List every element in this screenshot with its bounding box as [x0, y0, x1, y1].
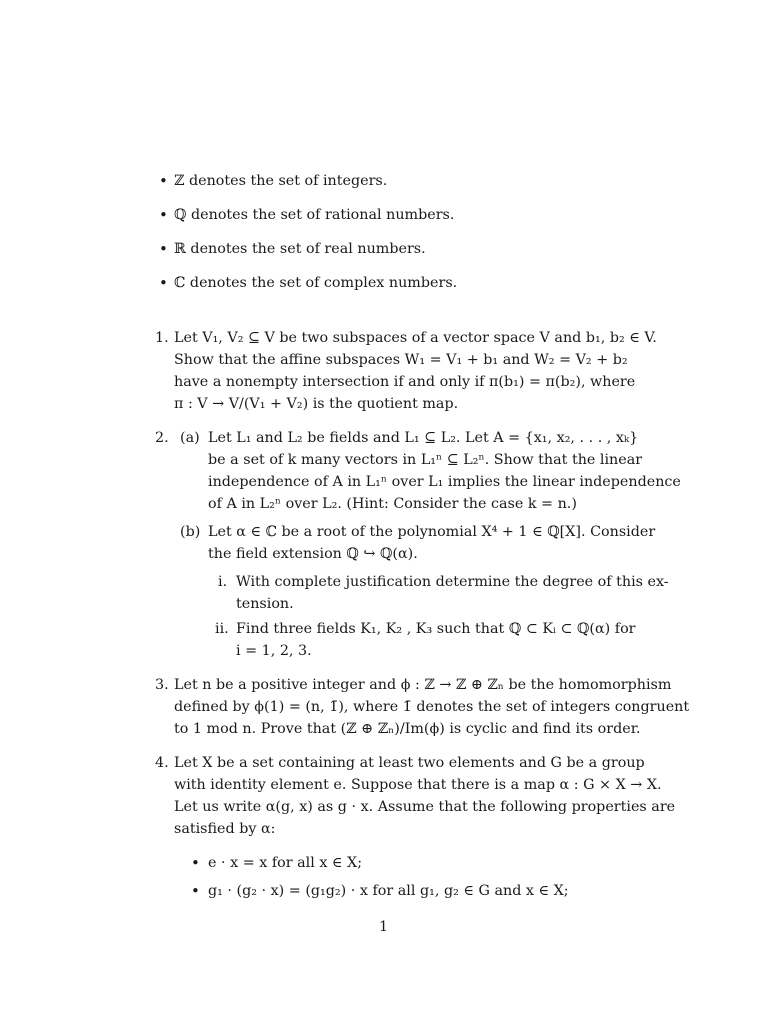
notation-integers: ℤ denotes the set of integers. — [174, 173, 388, 189]
problem-1-line: have a nonempty intersection if and only if π(b₁) = π(b₂), where — [174, 374, 636, 390]
problem-4-line: satisfied by α: — [174, 821, 276, 837]
bullet-marker: • — [159, 240, 168, 258]
problem-4-property: e · x = x for all x ∈ X; — [208, 855, 363, 871]
problem-3-line: Let n be a positive integer and ϕ : ℤ → ℤ ⊕ ℤₙ be the homomorphism — [174, 677, 672, 693]
problem-2b-line: Let α ∈ ℂ be a root of the polynomial X⁴ + 1 ∈ ℚ[X]. Consider — [208, 524, 656, 540]
problem-3-line: to 1 mod n. Prove that (ℤ ⊕ ℤₙ)/Im(ϕ) is cyclic and find its order. — [174, 721, 641, 737]
problem-4-line: with identity element e. Suppose that there is a map α : G × X → X. — [174, 777, 662, 793]
problem-2a-line: Let L₁ and L₂ be fields and L₁ ⊆ L₂. Let A = {x₁, x₂, . . . , xₖ} — [208, 430, 639, 446]
bullet-marker: • — [159, 172, 168, 190]
problem-1-line: Show that the affine subspaces W₁ = V₁ + b₁ and W₂ = V₂ + b₂ — [174, 352, 628, 368]
problem-1-number: 1. — [155, 330, 169, 346]
problem-4-number: 4. — [155, 755, 169, 771]
problem-1-line: Let V₁, V₂ ⊆ V be two subspaces of a vector space V and b₁, b₂ ∈ V. — [174, 330, 657, 346]
problem-2a-label: (a) — [180, 430, 200, 446]
problem-2b-i-label: i. — [218, 574, 228, 590]
problem-1-line: π : V → V/(V₁ + V₂) is the quotient map. — [174, 396, 459, 412]
problem-2b-ii-line: Find three fields K₁, K₂ , K₃ such that ℚ ⊂ Kᵢ ⊂ ℚ(α) for — [236, 621, 636, 637]
problem-2a-line: of A in L₂ⁿ over L₂. (Hint: Consider the case k = n.) — [208, 496, 577, 512]
problem-2-number: 2. — [155, 430, 169, 446]
problem-2b-ii-line: i = 1, 2, 3. — [236, 643, 312, 659]
problem-3-line: defined by ϕ(1) = (n, 1̄), where 1̄ denotes the set of integers congruent — [174, 699, 690, 715]
problem-2b-label: (b) — [180, 524, 201, 540]
problem-4-property: g₁ · (g₂ · x) = (g₁g₂) · x for all g₁, g₂ ∈ G and x ∈ X; — [208, 883, 569, 899]
problem-2b-i-line: tension. — [236, 596, 294, 612]
problem-2b-line: the field extension ℚ ↪ ℚ(α). — [208, 546, 418, 562]
problem-2b-ii-label: ii. — [215, 621, 229, 637]
problem-4-line: Let us write α(g, x) as g · x. Assume that the following properties are — [174, 799, 676, 815]
problem-2a-line: be a set of k many vectors in L₁ⁿ ⊆ L₂ⁿ. Show that the linear — [208, 452, 643, 468]
bullet-marker: • — [159, 206, 168, 224]
notation-reals: ℝ denotes the set of real numbers. — [174, 241, 426, 257]
bullet-marker: • — [191, 882, 200, 900]
bullet-marker: • — [159, 274, 168, 292]
page-number: 1 — [379, 919, 389, 935]
problem-3-number: 3. — [155, 677, 169, 693]
notation-complex: ℂ denotes the set of complex numbers. — [174, 275, 458, 291]
problem-2b-i-line: With complete justification determine the degree of this ex- — [236, 574, 669, 590]
problem-4-line: Let X be a set containing at least two elements and G be a group — [174, 755, 645, 771]
problem-2a-line: independence of A in L₁ⁿ over L₁ implies the linear independence — [208, 474, 681, 490]
notation-rationals: ℚ denotes the set of rational numbers. — [174, 207, 455, 223]
bullet-marker: • — [191, 854, 200, 872]
